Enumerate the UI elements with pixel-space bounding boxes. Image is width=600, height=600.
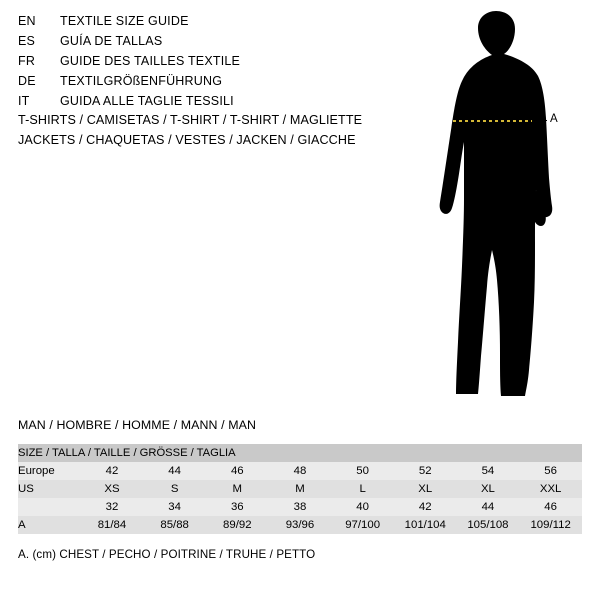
measure-leader-line: [533, 120, 547, 121]
row-label-numeric: [18, 498, 81, 516]
measure-label-a: A: [550, 113, 558, 125]
cell-numeric-1: 32: [105, 501, 119, 513]
table-row: [18, 498, 582, 516]
cell-europe-1: 42: [105, 465, 119, 477]
language-row-en: [18, 14, 418, 34]
garment-categories: [18, 110, 438, 150]
cell-us-5: L: [359, 483, 366, 495]
language-text-de: TEXTILGRÖßENFÜHRUNG: [60, 74, 223, 88]
cell-us-1: XS: [104, 483, 120, 495]
table-row: [18, 516, 582, 534]
gender-header: MAN / HOMBRE / HOMME / MANN / MAN: [18, 418, 257, 432]
language-text-en: TEXTILE SIZE GUIDE: [60, 14, 189, 28]
cell-a-5: 97/100: [345, 519, 381, 531]
cell-a-2: 85/88: [160, 519, 189, 531]
table-header-row: [18, 444, 582, 462]
cell-us-7: XL: [480, 483, 495, 495]
cell-us-8: XXL: [539, 483, 562, 495]
row-label-a: A: [18, 519, 26, 531]
language-text-it: GUIDA ALLE TAGLIE TESSILI: [60, 94, 234, 108]
male-figure-illustration: [400, 10, 600, 410]
language-code-fr: FR: [18, 54, 36, 68]
cell-europe-8: 56: [544, 465, 557, 477]
language-code-de: DE: [18, 74, 36, 88]
table-row: [18, 462, 582, 480]
language-code-en: EN: [18, 14, 36, 28]
cell-europe-4: 48: [293, 465, 307, 477]
language-row-es: [18, 34, 418, 54]
language-text-es: GUÍA DE TALLAS: [60, 34, 163, 48]
cell-europe-3: 46: [230, 465, 244, 477]
cell-us-4: M: [295, 483, 305, 495]
language-code-it: IT: [18, 94, 30, 108]
cell-a-7: 105/108: [467, 519, 509, 531]
row-label-europe: Europe: [18, 465, 55, 477]
cell-us-3: M: [232, 483, 243, 495]
cell-us-6: XL: [418, 483, 433, 495]
language-text-fr: GUIDE DES TAILLES TEXTILE: [60, 54, 241, 68]
cell-us-2: S: [170, 483, 179, 495]
language-list: [18, 14, 418, 114]
cell-a-3: 89/92: [223, 519, 252, 531]
cell-europe-2: 44: [168, 465, 181, 477]
garment-line-tshirts: T-SHIRTS / CAMISETAS / T-SHIRT / T-SHIRT / MAGLIETTE: [18, 113, 363, 127]
cell-a-4: 93/96: [285, 519, 315, 531]
cell-numeric-8: 46: [544, 501, 557, 513]
table-header-label: SIZE / TALLA / TAILLE / GRÖSSE / TAGLIA: [18, 447, 236, 459]
silhouette-icon: [400, 10, 600, 410]
cell-numeric-4: 38: [293, 501, 307, 513]
cell-europe-5: 50: [356, 465, 369, 477]
footer-note: A. (cm) CHEST / PECHO / POITRINE / TRUHE / PETTO: [18, 548, 316, 561]
row-label-us: US: [18, 483, 34, 495]
cell-numeric-5: 40: [356, 501, 369, 513]
table-row: [18, 480, 582, 498]
cell-numeric-6: 42: [418, 501, 432, 513]
cell-europe-6: 52: [418, 465, 432, 477]
size-table: [18, 444, 582, 534]
language-code-es: ES: [18, 34, 36, 48]
cell-numeric-3: 36: [230, 501, 244, 513]
cell-a-8: 109/112: [530, 519, 571, 531]
cell-europe-7: 54: [481, 465, 495, 477]
cell-a-6: 101/104: [404, 519, 446, 531]
cell-numeric-2: 34: [168, 501, 181, 513]
cell-a-1: 81/84: [97, 519, 127, 531]
size-table-container: [18, 444, 582, 534]
cell-numeric-7: 44: [481, 501, 495, 513]
language-row-fr: [18, 54, 418, 74]
garment-line-jackets: JACKETS / CHAQUETAS / VESTES / JACKEN / GIACCHE: [18, 133, 356, 147]
language-row-de: [18, 74, 418, 94]
